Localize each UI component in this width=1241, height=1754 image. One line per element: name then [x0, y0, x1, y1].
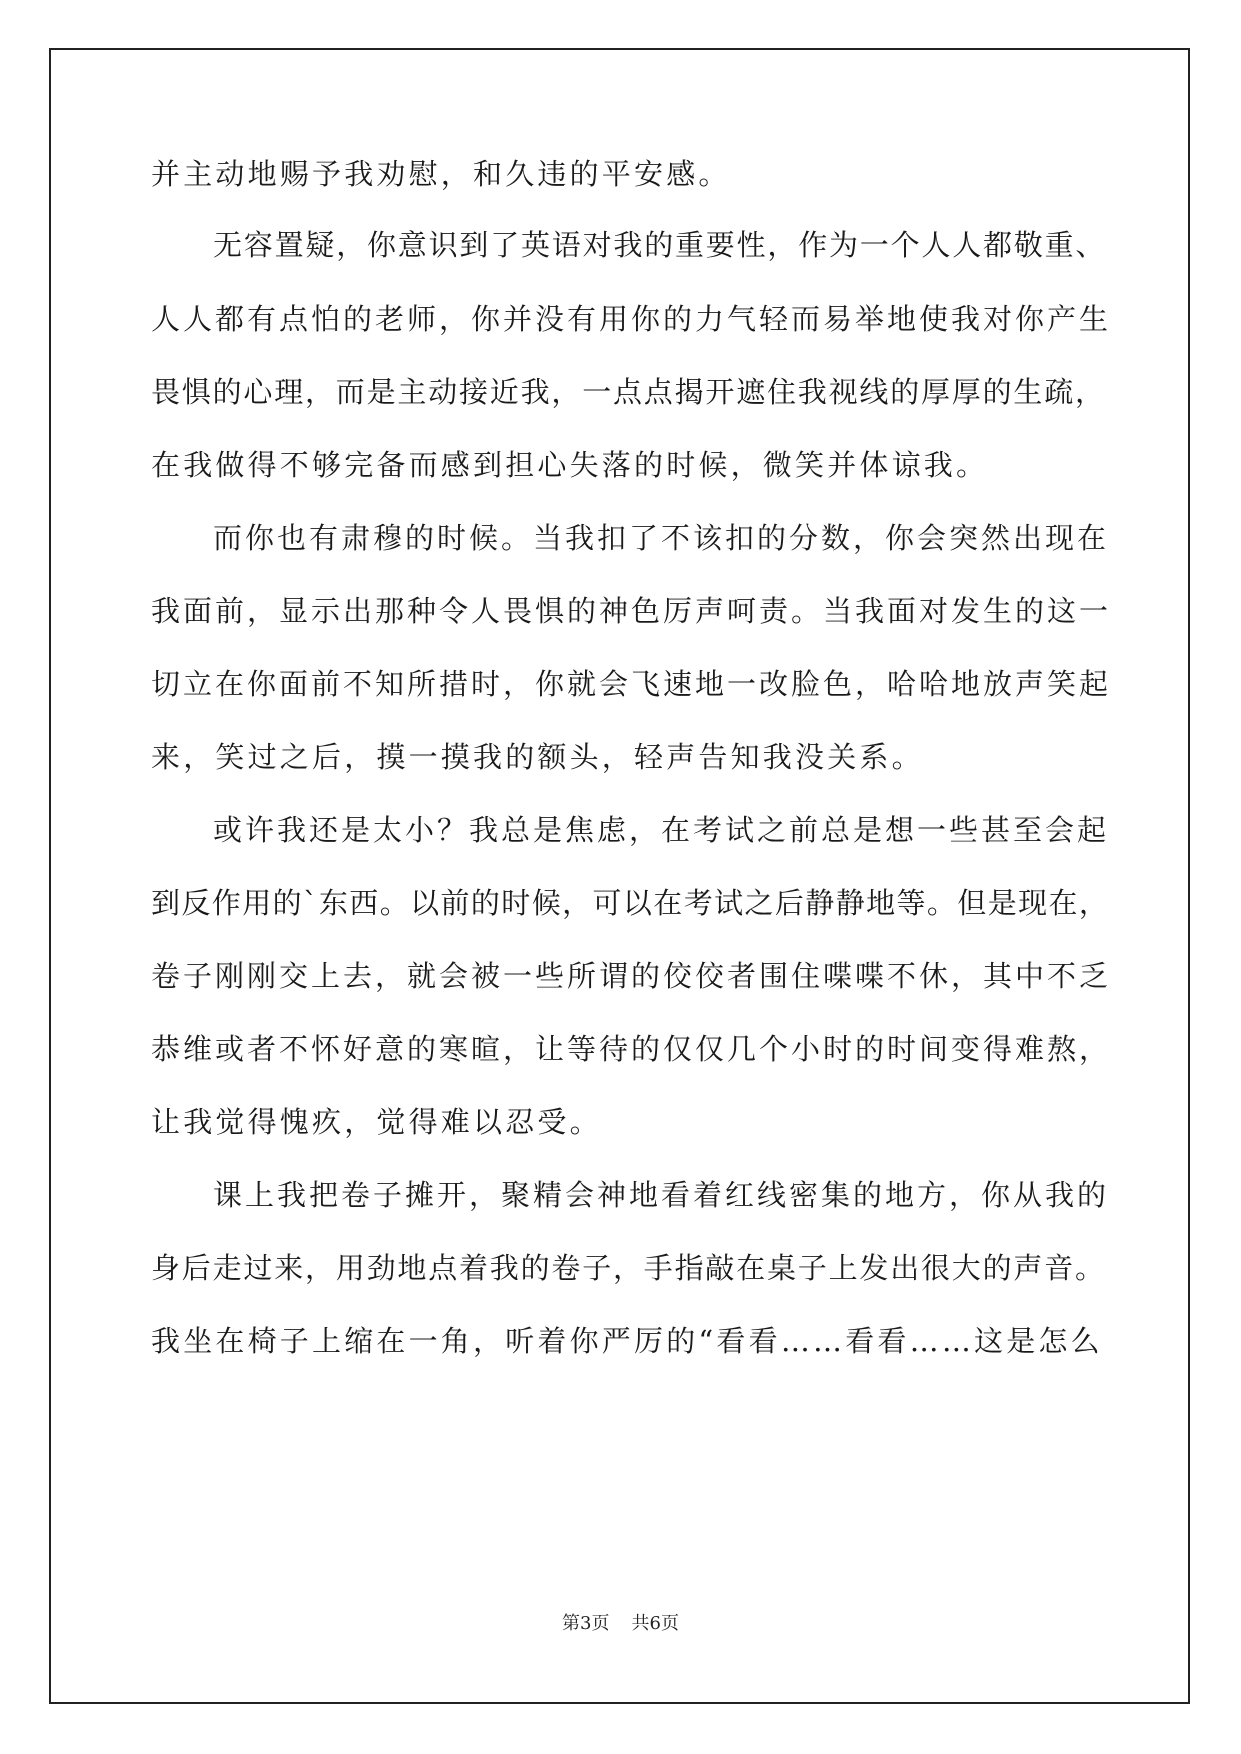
page-frame: [49, 48, 1190, 1704]
text-line: 在我做得不够完备而感到担心失落的时候，微笑并体谅我。: [151, 448, 989, 482]
page-footer: [0, 1611, 1241, 1637]
text-line: 人人都有点怕的老师，你并没有用你的力气轻而易举地使我对你产生: [151, 302, 1112, 336]
text-line: 身后走过来，用劲地点着我的卷子，手指敲在桌子上发出很大的声音。: [151, 1251, 1106, 1285]
text-line: 无容置疑，你意识到了英语对我的重要性，作为一个人人都敬重、: [213, 228, 1107, 262]
text-line: 并主动地赐予我劝慰，和久违的平安感。: [151, 157, 731, 191]
text-line: 或许我还是太小？我总是焦虑，在考试之前总是想一些甚至会起: [213, 813, 1110, 847]
text-line: 到反作用的`东西。以前的时候，可以在考试之后静静地等。但是现在，: [151, 886, 1110, 920]
page-number: 第3页: [562, 1613, 610, 1634]
text-line: 来，笑过之后，摸一摸我的额头，轻声告知我没关系。: [151, 740, 924, 774]
text-line: 而你也有肃穆的时候。当我扣了不该扣的分数，你会突然出现在: [213, 521, 1110, 555]
text-line: 我坐在椅子上缩在一角，听着你严厉的“看看……看看……这是怎么: [151, 1324, 1103, 1358]
text-line: 我面前，显示出那种令人畏惧的神色厉声呵责。当我面对发生的这一: [151, 594, 1112, 628]
page-total: 共6页: [631, 1613, 679, 1634]
text-line: 让我觉得愧疚，觉得难以忍受。: [151, 1105, 602, 1139]
text-line: 切立在你面前不知所措时，你就会飞速地一改脸色，哈哈地放声笑起: [151, 667, 1112, 701]
text-line: 恭维或者不怀好意的寒暄，让等待的仅仅几个小时的时间变得难熬，: [151, 1032, 1112, 1066]
text-line: 畏惧的心理，而是主动接近我，一点点揭开遮住我视线的厚厚的生疏，: [151, 375, 1106, 409]
text-line: 课上我把卷子摊开，聚精会神地看着红线密集的地方，你从我的: [213, 1178, 1110, 1212]
text-line: 卷子刚刚交上去，就会被一些所谓的佼佼者围住喋喋不休，其中不乏: [151, 959, 1112, 993]
